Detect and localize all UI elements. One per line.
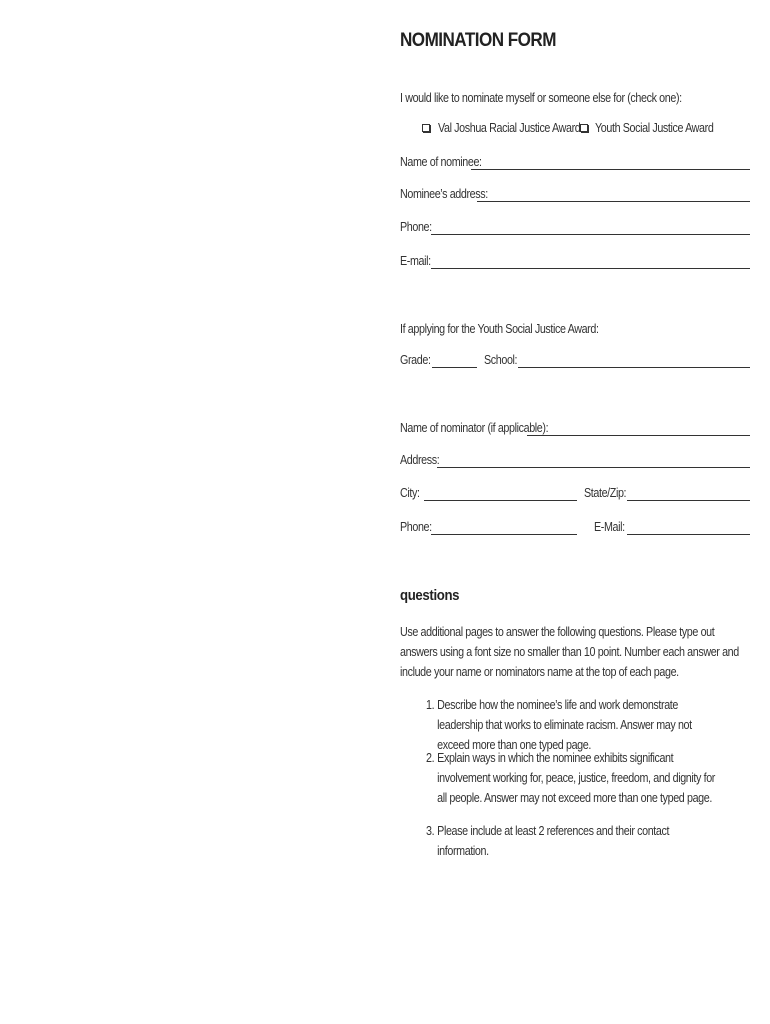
nominator-email-field[interactable]	[627, 534, 750, 535]
nominee-name-label: Name of nominee:	[400, 155, 482, 169]
nominee-phone-label: Phone:	[400, 220, 432, 234]
nominee-name-field[interactable]	[471, 169, 750, 170]
question-2-number: 2.	[426, 751, 435, 765]
nominee-address-label: Nominee’s address:	[400, 187, 488, 201]
city-label: City:	[400, 486, 420, 500]
nominator-address-label: Address:	[400, 453, 440, 467]
youth-grade-school-row	[400, 353, 752, 371]
nominee-email-row	[400, 254, 752, 272]
intro-text: I would like to nominate myself or someone else for (check one):	[400, 91, 682, 105]
nominator-name-label: Name of nominator (if applicable):	[400, 421, 549, 435]
nominator-phone-label: Phone:	[400, 520, 432, 534]
city-field[interactable]	[424, 500, 577, 501]
form-title: NOMINATION FORM	[400, 30, 556, 51]
option-youth-social-justice-label: Youth Social Justice Award	[595, 121, 714, 135]
nominator-phone-field[interactable]	[431, 534, 577, 535]
question-3	[426, 821, 718, 861]
question-3-text: Please include at least 2 references and their contact information.	[437, 824, 670, 858]
grade-label: Grade:	[400, 353, 431, 367]
question-2	[426, 748, 718, 808]
nominee-phone-row	[400, 220, 752, 238]
nominator-address-field[interactable]	[437, 467, 750, 468]
checkbox-val-joshua[interactable]	[422, 124, 430, 132]
question-3-number: 3.	[426, 824, 435, 838]
nominator-name-field[interactable]	[527, 435, 750, 436]
state-zip-label: State/Zip:	[584, 486, 627, 500]
question-2-text: Explain ways in which the nominee exhibits significant involvement working for, peace, justice, freedom, and dignity for all people. Answer may not exceed more than one typed page.	[437, 751, 715, 805]
nominee-phone-field[interactable]	[431, 234, 750, 235]
nomination-form-page	[400, 0, 752, 1024]
grade-field[interactable]	[432, 367, 477, 368]
nominee-address-field[interactable]	[477, 201, 750, 202]
checkbox-youth-social-justice[interactable]	[580, 124, 588, 132]
nominee-email-field[interactable]	[431, 268, 750, 269]
nominator-email-label: E-Mail:	[594, 520, 625, 534]
nominee-email-label: E-mail:	[400, 254, 431, 268]
questions-instructions: Use additional pages to answer the following questions. Please type out answers using a font size no smaller than 10 point. Number each answer and include your name or nominators name at the top of each page.	[400, 625, 739, 679]
option-val-joshua-label: Val Joshua Racial Justice Award	[438, 121, 581, 135]
nominee-address-row	[400, 187, 752, 205]
school-label: School:	[484, 353, 518, 367]
nominator-phone-email-row	[400, 520, 752, 538]
nominator-name-row	[400, 421, 752, 439]
youth-heading: If applying for the Youth Social Justice Award:	[400, 322, 599, 336]
question-1-number: 1.	[426, 698, 435, 712]
state-zip-field[interactable]	[627, 500, 750, 501]
question-1-text: Describe how the nominee’s life and work demonstrate leadership that works to eliminate racism. Answer may not exceed more than one typed page.	[437, 698, 692, 752]
nominator-address-row	[400, 453, 752, 471]
questions-title: questions	[400, 587, 460, 604]
nominee-name-row	[400, 155, 752, 173]
school-field[interactable]	[518, 367, 750, 368]
question-1	[426, 695, 718, 755]
nominator-city-row	[400, 486, 752, 504]
